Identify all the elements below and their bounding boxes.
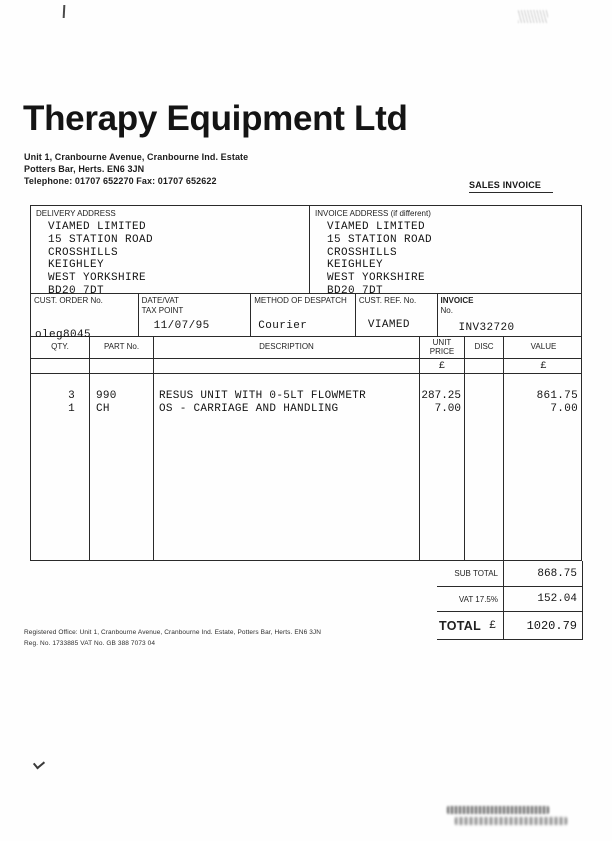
part-column-header: PART No. — [89, 337, 153, 358]
totals-section — [437, 561, 583, 640]
currency-cell-empty — [464, 359, 503, 373]
company-address-line2: Potters Bar, Herts. EN6 3JN — [24, 164, 145, 174]
qty-column-header: QTY. — [51, 342, 69, 352]
cust-order-value: oleg8045 — [35, 329, 92, 341]
cust-order-label: CUST. ORDER No. — [34, 296, 103, 305]
currency-cell-empty — [89, 359, 153, 373]
line-item-row — [31, 403, 581, 416]
scan-artifact-tick — [63, 5, 66, 18]
despatch-method-value: Courier — [258, 320, 308, 332]
currency-cell-empty — [31, 359, 89, 373]
invoice-address — [327, 221, 576, 298]
despatch-method-label: METHOD OF DESPATCH — [254, 296, 347, 305]
invoice-address-label: INVOICE ADDRESS (if different) — [315, 209, 431, 218]
delivery-address-line: 15 STATION ROAD — [48, 233, 154, 246]
line-item-disc — [464, 403, 503, 416]
company-name: Therapy Equipment Ltd — [23, 99, 408, 138]
delivery-address-line: VIAMED LIMITED — [48, 221, 147, 233]
invoice-number-no-label: No. — [440, 305, 453, 315]
cust-ref-label: CUST. REF. No. — [358, 296, 417, 305]
total-row — [437, 612, 583, 640]
delivery-address-line: BD20 7DT — [48, 284, 105, 297]
invoice-number-value: INV32720 — [458, 322, 515, 334]
unit-price-column-header: UNIT PRICE — [419, 337, 464, 358]
company-address-line1: Unit 1, Cranbourne Avenue, Cranbourne Ind. Estate — [24, 152, 249, 162]
invoice-address-line: KEIGHLEY — [327, 259, 384, 272]
invoice-address-line: WEST YORKSHIRE — [327, 272, 426, 285]
delivery-address-label: DELIVERY ADDRESS — [36, 209, 116, 218]
company-phone-fax: Telephone: 01707 652270 Fax: 01707 652622 — [24, 176, 217, 186]
delivery-address-line: CROSSHILLS — [48, 246, 119, 259]
subtotal-value: 868.75 — [503, 561, 583, 586]
line-item-description: OS - CARRIAGE AND HANDLING — [159, 402, 339, 415]
invoice-address-box — [309, 206, 581, 297]
invoice-address-line: VIAMED LIMITED — [327, 221, 426, 233]
total-label: TOTAL — [439, 618, 482, 633]
delivery-address-line: WEST YORKSHIRE — [48, 272, 147, 285]
currency-cell-empty — [153, 359, 419, 373]
total-currency-symbol: £ — [489, 619, 496, 632]
date-tax-point-label: DATE/VAT TAX POINT — [141, 296, 184, 315]
column-divider-line — [503, 374, 504, 560]
invoice-form — [30, 205, 582, 561]
column-divider-line — [89, 374, 90, 560]
invoice-address-line: BD20 7DT — [327, 284, 384, 297]
registered-office-line: Registered Office: Unit 1, Cranbourne Avenue, Cranbourne Ind. Estate, Potters Bar, Herts. EN6 3JN — [24, 629, 322, 636]
despatch-method-cell — [250, 294, 355, 336]
scan-artifact-smear — [455, 817, 567, 825]
line-item-value: 861.75 — [536, 390, 578, 402]
value-column-header: VALUE — [503, 337, 583, 358]
invoice-number-cell — [437, 294, 581, 336]
date-tax-point-value: 11/07/95 — [153, 320, 210, 332]
line-item-value: 7.00 — [550, 402, 578, 415]
line-item-part: CH — [96, 402, 110, 415]
delivery-address-box — [31, 206, 309, 297]
items-header-row — [31, 337, 581, 359]
line-item-unit-price: 287.25 — [421, 390, 461, 402]
scan-artifact-smear — [447, 806, 549, 814]
details-row — [31, 294, 581, 341]
line-item-row — [31, 374, 581, 403]
column-divider-line — [153, 374, 154, 560]
cust-ref-value: VIAMED — [367, 319, 410, 331]
line-item-disc — [464, 390, 503, 403]
invoice-address-line: CROSSHILLS — [327, 246, 398, 259]
disc-column-header: DISC — [464, 337, 503, 358]
date-tax-point-cell — [138, 294, 251, 336]
currency-row — [31, 359, 581, 374]
column-divider-line — [419, 374, 420, 560]
scan-artifact-smudge — [518, 10, 548, 23]
description-column-header: DESCRIPTION — [153, 337, 419, 358]
value-currency-symbol: £ — [503, 359, 583, 373]
line-item-unit-price: 7.00 — [434, 402, 461, 415]
unit-price-currency-symbol: £ — [419, 359, 464, 373]
vat-label: VAT 17.5% — [458, 594, 498, 604]
cust-ref-cell — [355, 294, 437, 336]
delivery-address-line: KEIGHLEY — [48, 259, 105, 272]
subtotal-label: SUB TOTAL — [454, 569, 498, 578]
vat-row — [437, 587, 583, 612]
delivery-address — [48, 221, 304, 298]
column-divider-line — [464, 374, 465, 560]
cust-order-cell — [31, 294, 138, 341]
line-item-part: 990 — [96, 390, 117, 402]
registration-numbers-line: Reg. No. 1733885 VAT No. GB 388 7073 04 — [24, 640, 156, 647]
total-value: 1020.79 — [503, 612, 583, 639]
addresses-row — [31, 206, 581, 297]
vat-value: 152.04 — [503, 587, 583, 611]
line-item-qty: 3 — [68, 390, 75, 402]
invoice-address-line: 15 STATION ROAD — [327, 233, 433, 246]
sales-invoice-label: SALES INVOICE — [469, 180, 553, 193]
items-body — [31, 374, 581, 560]
line-item-qty: 1 — [68, 402, 75, 415]
scan-artifact-mark — [33, 758, 45, 770]
subtotal-row — [437, 561, 583, 587]
line-item-description: RESUS UNIT WITH 0-5LT FLOWMETR — [159, 390, 367, 402]
invoice-number-label: INVOICE — [440, 296, 474, 305]
